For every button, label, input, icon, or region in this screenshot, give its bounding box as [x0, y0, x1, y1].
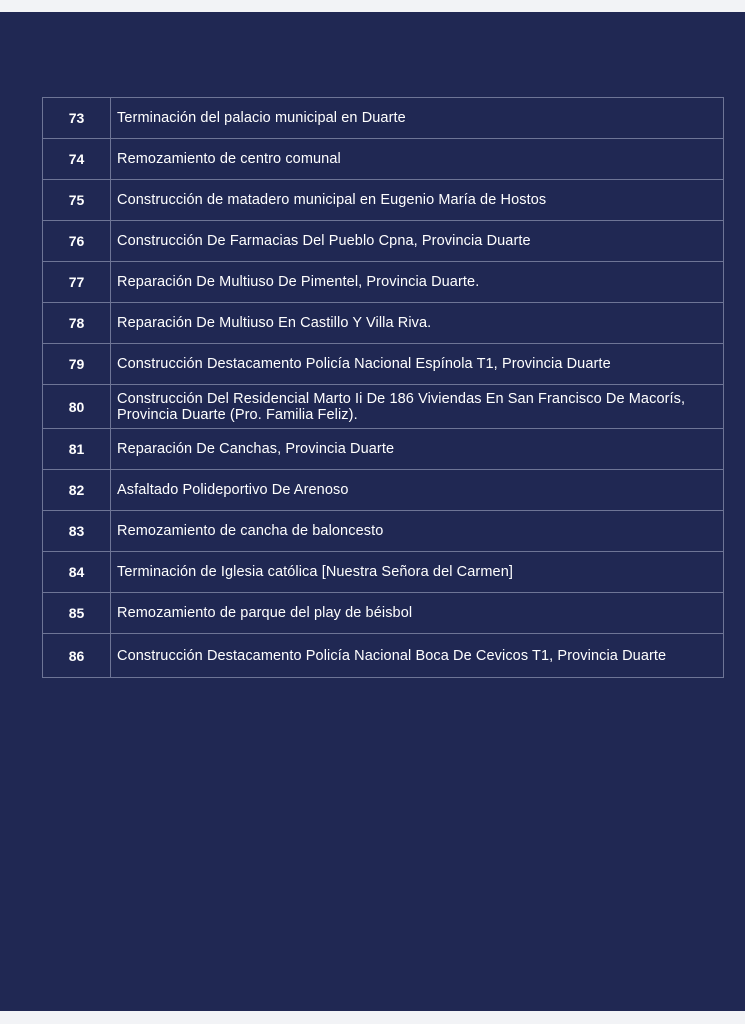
table-row: [43, 303, 724, 344]
row-number: 86: [43, 634, 111, 678]
row-description: Reparación De Canchas, Provincia Duarte: [111, 429, 724, 470]
projects-table-body: [43, 98, 724, 678]
row-description: Construcción Del Residencial Marto Ii De 186 Viviendas En San Francisco De Macorís, Provincia Duarte (Pro. Familia Feliz).: [111, 385, 724, 429]
row-description: Terminación del palacio municipal en Duarte: [111, 98, 724, 139]
row-number: 80: [43, 385, 111, 429]
row-number: 76: [43, 221, 111, 262]
row-number: 74: [43, 139, 111, 180]
row-description: Asfaltado Polideportivo De Arenoso: [111, 470, 724, 511]
row-description: Construcción De Farmacias Del Pueblo Cpna, Provincia Duarte: [111, 221, 724, 262]
table-row: [43, 511, 724, 552]
table-row: [43, 470, 724, 511]
row-number: 78: [43, 303, 111, 344]
row-number: 82: [43, 470, 111, 511]
row-description: Construcción Destacamento Policía Nacional Boca De Cevicos T1, Provincia Duarte: [111, 634, 724, 678]
row-number: 84: [43, 552, 111, 593]
table-row: [43, 221, 724, 262]
table-row: [43, 429, 724, 470]
row-number: 79: [43, 344, 111, 385]
row-description: Construcción de matadero municipal en Eugenio María de Hostos: [111, 180, 724, 221]
row-description: Remozamiento de centro comunal: [111, 139, 724, 180]
row-description: Remozamiento de parque del play de béisbol: [111, 593, 724, 634]
table-row: [43, 262, 724, 303]
document-page: [0, 12, 745, 1011]
row-description: Terminación de Iglesia católica [Nuestra Señora del Carmen]: [111, 552, 724, 593]
table-row: [43, 593, 724, 634]
row-description: Remozamiento de cancha de baloncesto: [111, 511, 724, 552]
table-row: [43, 180, 724, 221]
table-row: [43, 552, 724, 593]
row-number: 77: [43, 262, 111, 303]
table-row: [43, 634, 724, 678]
row-number: 73: [43, 98, 111, 139]
row-description: Construcción Destacamento Policía Nacional Espínola T1, Provincia Duarte: [111, 344, 724, 385]
projects-table: [42, 97, 724, 678]
table-row: [43, 98, 724, 139]
row-number: 81: [43, 429, 111, 470]
row-number: 75: [43, 180, 111, 221]
row-description: Reparación De Multiuso De Pimentel, Provincia Duarte.: [111, 262, 724, 303]
row-description: Reparación De Multiuso En Castillo Y Villa Riva.: [111, 303, 724, 344]
table-row: [43, 344, 724, 385]
table-row: [43, 139, 724, 180]
row-number: 83: [43, 511, 111, 552]
row-number: 85: [43, 593, 111, 634]
table-row: [43, 385, 724, 429]
